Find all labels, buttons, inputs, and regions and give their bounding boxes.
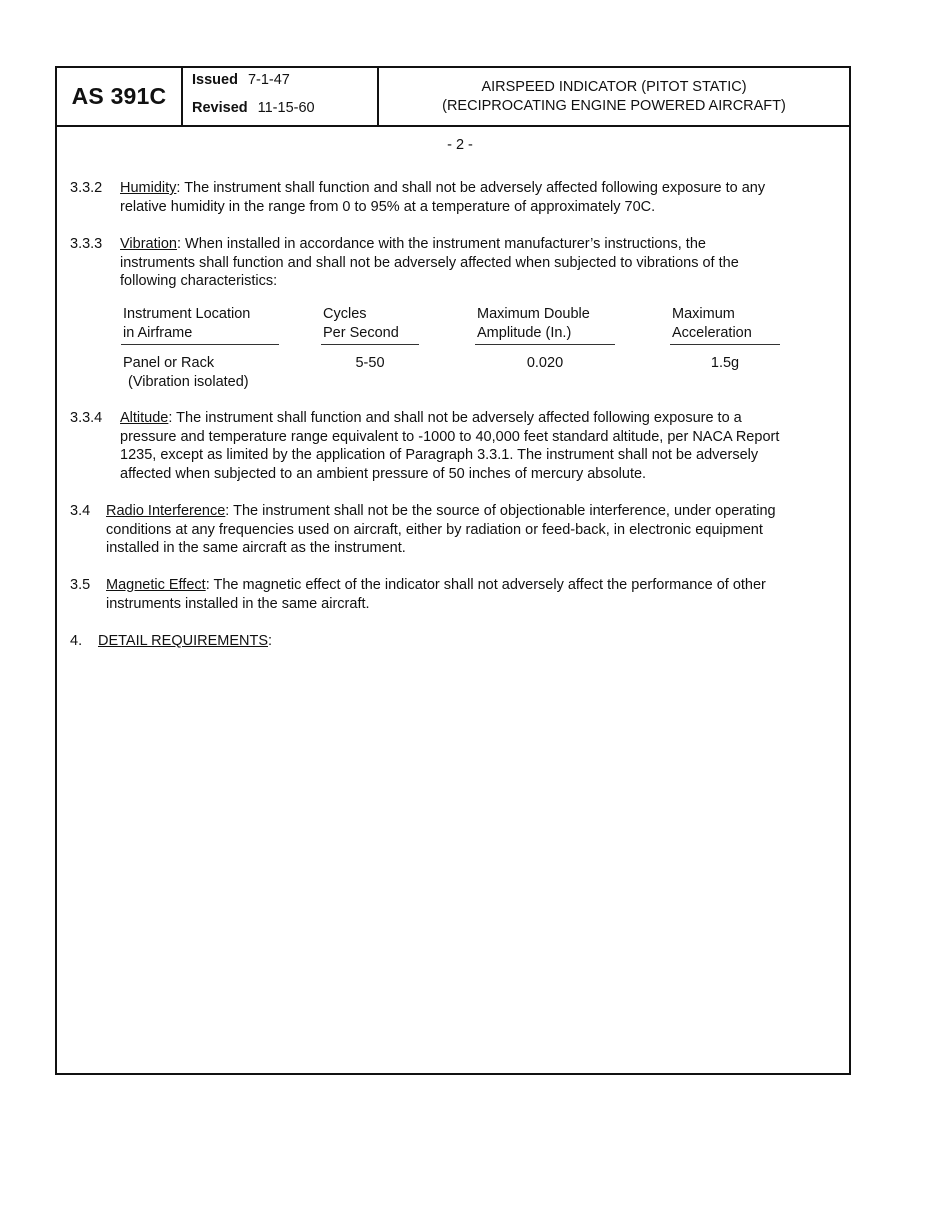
section-text-line: : The instrument shall function and shall not be adversely affected following exposure to a (168, 410, 742, 426)
vibration-table (121, 305, 801, 395)
section-text-line: pressure and temperature range equivalent to -1000 to 40,000 feet standard altitude, per NACA Report (120, 428, 780, 445)
section-3-5 (70, 576, 830, 616)
section-body (98, 632, 272, 651)
document-header (57, 68, 849, 127)
table-cell-location: (Vibration isolated) (128, 373, 249, 390)
section-heading: Magnetic Effect (106, 577, 206, 593)
section-heading: Humidity (120, 180, 177, 196)
table-header-cycles (321, 305, 419, 345)
section-number: 3.4 (70, 503, 91, 519)
section-3-4 (70, 502, 830, 560)
section-text-line: affected when subjected to an ambient pressure of 50 inches of mercury absolute. (120, 465, 647, 482)
table-cell-cycles: 5-50 (355, 355, 385, 371)
section-3-3-3 (70, 235, 830, 293)
section-text-line: : When installed in accordance with the instrument manufacturer’s instructions, the (176, 236, 706, 252)
document-title-line2: (RECIPROCATING ENGINE POWERED AIRCRAFT) (442, 98, 786, 114)
table-header-text: Amplitude (In.) (477, 324, 572, 341)
section-number: 4. (70, 633, 83, 649)
section-text-line: conditions at any frequencies used on aircraft, either by radiation or feed-back, in electronic equipment (106, 521, 763, 538)
section-text-line: instruments installed in the same aircraft. (106, 595, 370, 612)
section-body (120, 409, 779, 483)
section-text-line: 1235, except as limited by the application of Paragraph 3.3.1. The instrument shall not be adversely (120, 447, 759, 464)
section-heading: Altitude (120, 410, 169, 426)
section-heading: DETAIL REQUIREMENTS (98, 633, 268, 649)
table-header-text: Instrument Location (123, 306, 251, 322)
document-number: AS 391C (57, 68, 183, 125)
section-text-line: relative humidity in the range from 0 to 95% at a temperature of approximately 70C. (120, 198, 656, 215)
table-cell-location: Panel or Rack (123, 355, 215, 371)
table-header-amplitude (475, 305, 615, 345)
section-text-line: : The instrument shall function and shall not be adversely affected following exposure to any (176, 180, 766, 196)
table-header-text: Cycles (323, 306, 367, 322)
page-frame (55, 66, 851, 1075)
section-text-line: : The magnetic effect of the indicator shall not adversely affect the performance of other (205, 577, 766, 593)
table-header-text: Maximum (672, 306, 735, 322)
section-number: 3.3.4 (70, 410, 103, 426)
issued-date: 7-1-47 (247, 72, 290, 88)
date-block (183, 68, 379, 125)
table-header-text: in Airframe (123, 324, 193, 341)
section-body (120, 179, 765, 216)
table-cell-amplitude: 0.020 (526, 355, 564, 371)
section-heading: Radio Interference (106, 503, 226, 519)
section-body (106, 502, 776, 558)
section-heading-suffix: : (268, 633, 273, 649)
section-number: 3.3.3 (70, 236, 103, 252)
section-number: 3.3.2 (70, 180, 103, 196)
section-number: 3.5 (70, 577, 91, 593)
revised-label: Revised (192, 100, 248, 116)
table-header-text: Maximum Double (477, 306, 590, 322)
section-body (120, 235, 739, 291)
issued-row (192, 72, 290, 88)
section-text-line: installed in the same aircraft as the instrument. (106, 540, 406, 557)
table-header-text: Acceleration (672, 324, 752, 341)
table-header-location (121, 305, 279, 345)
document-title (379, 68, 849, 125)
document-title-line1: AIRSPEED INDICATOR (PITOT STATIC) (481, 79, 747, 95)
table-cell-acceleration: 1.5g (710, 355, 740, 371)
section-body (106, 576, 766, 613)
section-heading: Vibration (120, 236, 177, 252)
revised-row (192, 100, 315, 116)
page-number: - 2 - (447, 137, 473, 153)
section-text-line: following characteristics: (120, 273, 278, 290)
table-header-text: Per Second (323, 324, 399, 341)
section-3-3-2 (70, 179, 830, 219)
section-text-line: : The instrument shall not be the source of objectionable interference, under operating (225, 503, 776, 519)
table-header-acceleration (670, 305, 780, 345)
table-row (123, 354, 249, 391)
section-text-line: instruments shall function and shall not be adversely affected when subjected to vibrations of the (120, 254, 739, 271)
issued-label: Issued (192, 72, 238, 88)
section-4 (70, 632, 470, 652)
section-3-3-4 (70, 409, 830, 485)
revised-date: 11-15-60 (257, 100, 315, 116)
